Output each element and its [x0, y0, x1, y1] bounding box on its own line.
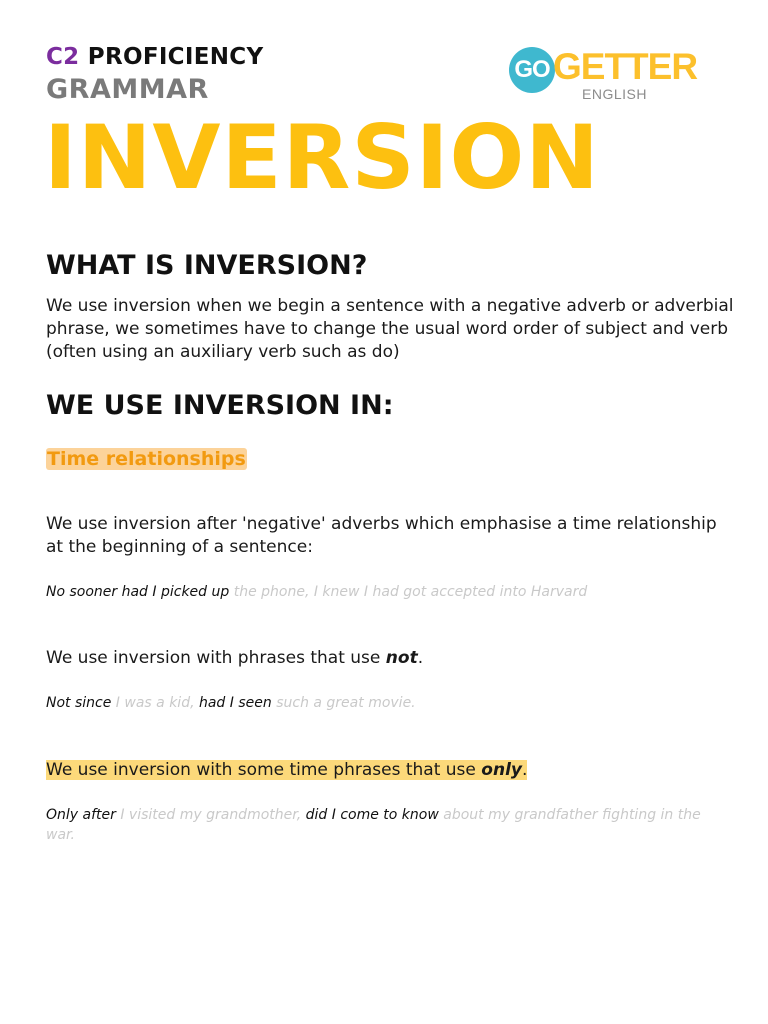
section-heading-use: WE USE INVERSION IN:: [46, 390, 394, 421]
subheading-time-relationships: Time relationships: [47, 448, 246, 470]
example-inverted-part: No sooner had I picked up: [46, 584, 230, 600]
example-inverted-part: did I come to know: [305, 807, 439, 823]
only-rule-end: .: [521, 760, 528, 780]
not-rule-end: .: [417, 648, 424, 668]
page-title: INVERSION: [44, 106, 600, 209]
logo-getter: GETTER: [553, 46, 698, 87]
not-rule-lead: We use inversion with phrases that use: [46, 648, 386, 668]
example-only-after: [46, 805, 726, 845]
not-rule-text: [46, 647, 736, 670]
example-not-since: [46, 693, 726, 713]
logo-go: GO: [514, 56, 550, 83]
logo-english: ENGLISH: [582, 86, 647, 102]
level-label: C2: [46, 44, 80, 70]
example-faded-part: I was a kid,: [111, 695, 199, 711]
only-keyword: only: [481, 760, 522, 780]
example-inverted-part: had I seen: [198, 695, 272, 711]
time-intro-text: We use inversion after 'negative' adverbs which emphasise a time relationship at the beginning of a sentence:: [46, 514, 717, 557]
brand-logo: [509, 44, 698, 106]
example-faded-part: about my grandfather fighting in the war.: [46, 807, 701, 843]
definition-text: We use inversion when we begin a sentence with a negative adverb or adverbial phrase, we sometimes have to change the usual word order of subject and verb (often using an auxiliary verb such as do): [46, 296, 734, 362]
proficiency-label: PROFICIENCY: [87, 44, 264, 70]
example-inverted-part: Only after: [46, 807, 116, 823]
example-faded-part: such a great movie.: [271, 695, 416, 711]
only-rule-text: [46, 759, 736, 782]
example-faded-part: I visited my grandmother,: [115, 807, 306, 823]
subject-label: GRAMMAR: [46, 74, 209, 105]
only-rule-lead: We use inversion with some time phrases that use: [46, 760, 482, 780]
example-inverted-part: Not since: [46, 695, 112, 711]
level-heading: [46, 44, 263, 70]
example-faded-part: the phone, I knew I had got accepted into Harvard: [229, 584, 588, 600]
example-no-sooner: [46, 582, 726, 602]
section-heading-what: WHAT IS INVERSION?: [46, 250, 368, 281]
not-keyword: not: [385, 648, 418, 668]
